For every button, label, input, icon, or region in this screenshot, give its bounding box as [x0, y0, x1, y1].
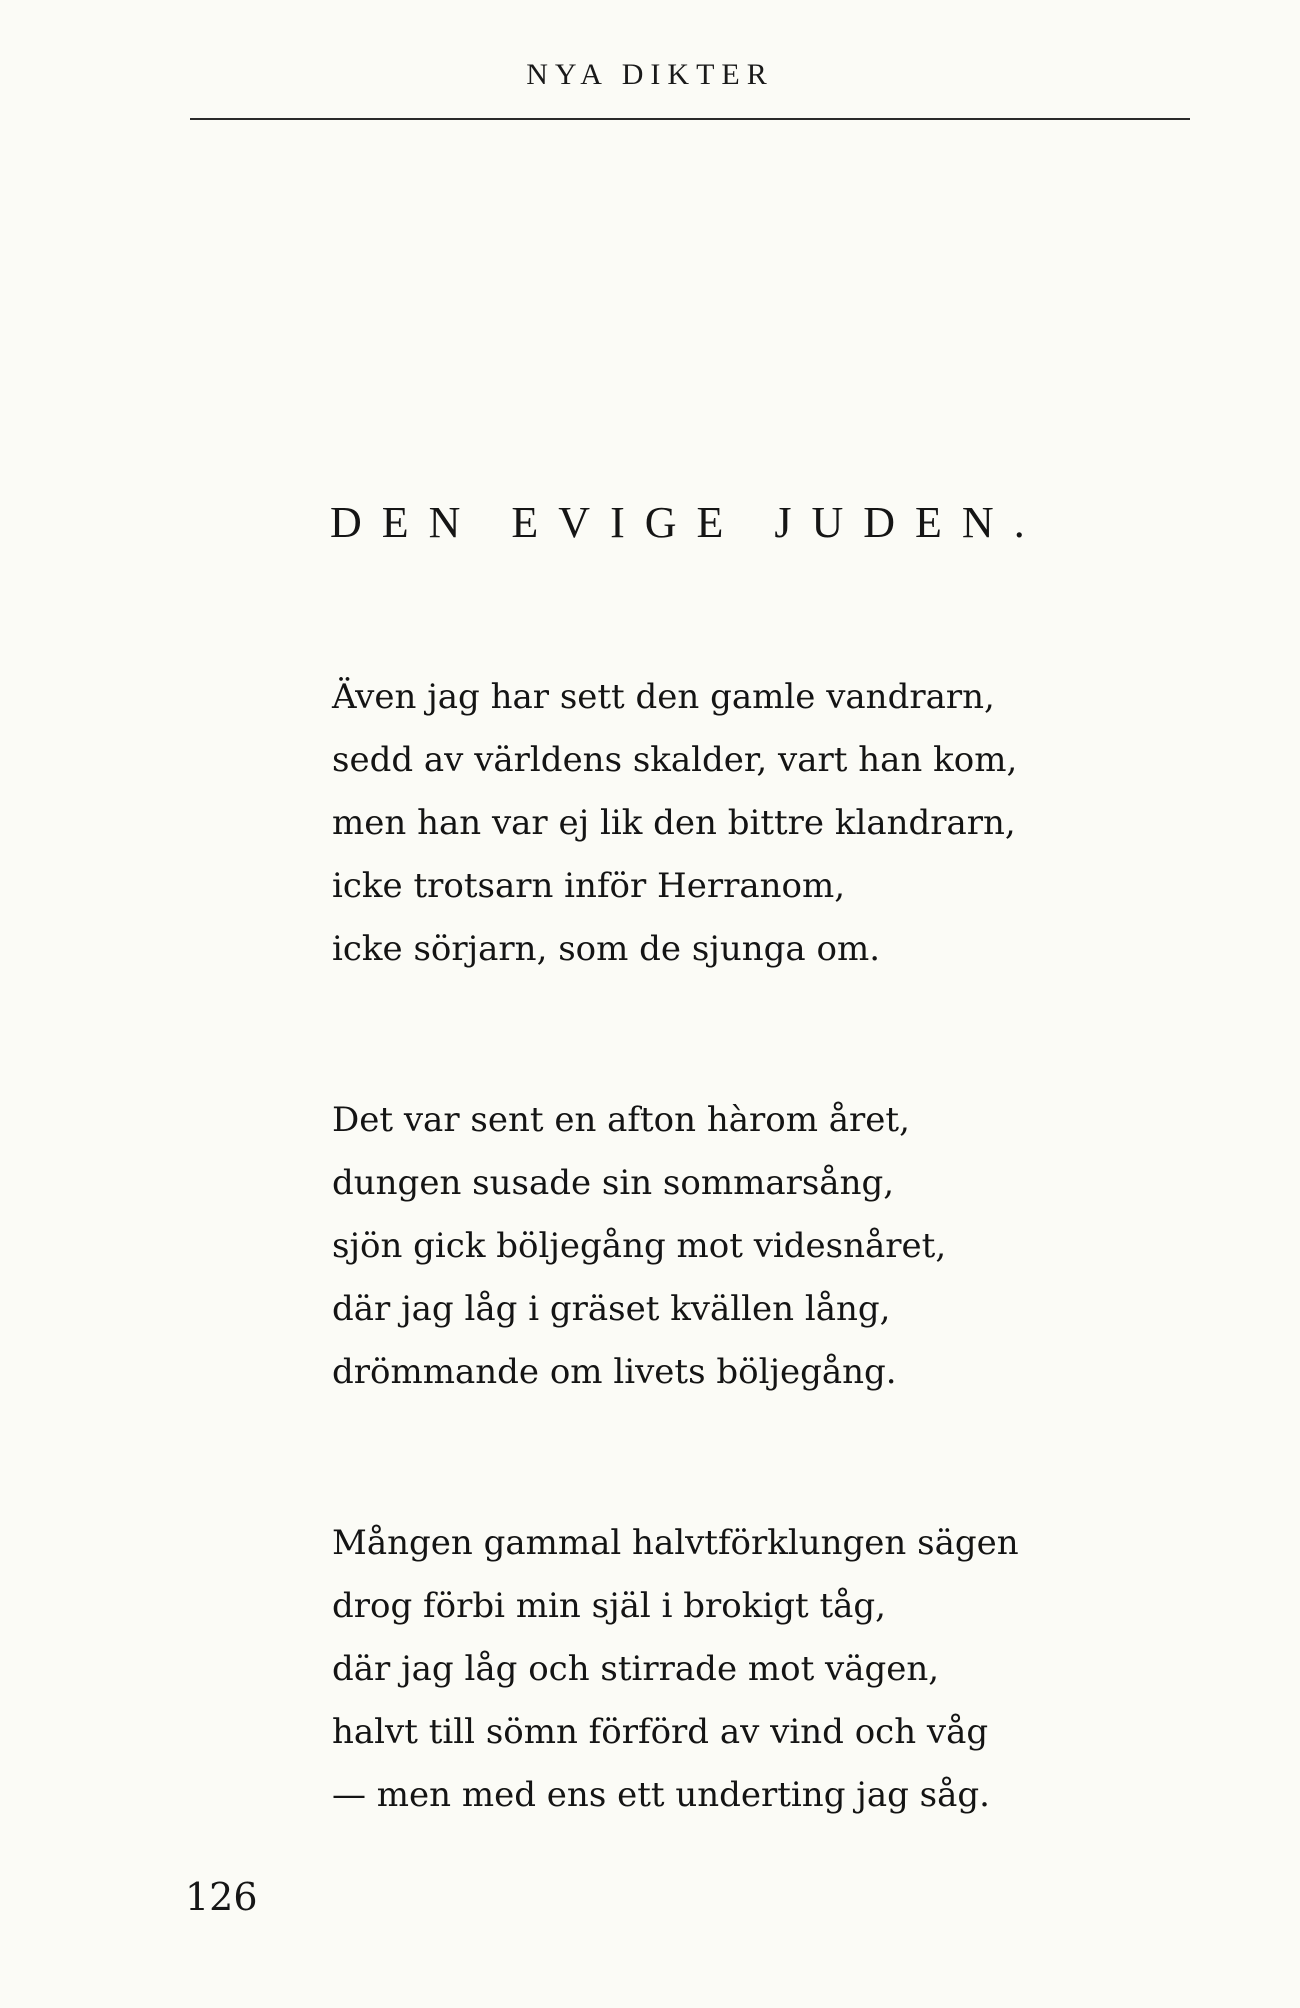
poem-line: Mången gammal halvtförklungen sägen — [332, 1523, 1019, 1563]
poem-line: där jag låg och stirrade mot vägen, — [332, 1649, 940, 1689]
poem-line: — men med ens ett underting jag såg. — [332, 1775, 990, 1815]
page-number: 126 — [185, 1875, 258, 1919]
poem-line: icke sörjarn, som de sjunga om. — [332, 929, 881, 969]
poem-title: DEN EVIGE JUDEN. — [330, 498, 1045, 547]
stanza-1 — [332, 666, 1017, 981]
poem-line: drog förbi min själ i brokigt tåg, — [332, 1586, 886, 1626]
poem-line: icke trotsarn inför Herranom, — [332, 866, 846, 906]
poem-line: halvt till sömn förförd av vind och våg — [332, 1712, 989, 1752]
stanza-3 — [332, 1512, 1019, 1827]
poem-line: sedd av världens skalder, vart han kom, — [332, 740, 1018, 780]
poem-line: drömmande om livets böljegång. — [332, 1352, 897, 1392]
poem-line: där jag låg i gräset kvällen lång, — [332, 1289, 891, 1329]
header-rule — [190, 118, 1190, 120]
poem-line: Även jag har sett den gamle vandrarn, — [332, 677, 995, 717]
poem-line: dungen susade sin sommarsång, — [332, 1163, 895, 1203]
stanza-2 — [332, 1089, 946, 1404]
poem-line: sjön gick böljegång mot videsnåret, — [332, 1226, 947, 1266]
running-header: NYA DIKTER — [526, 58, 774, 91]
poem-line: Det var sent en afton hàrom året, — [332, 1100, 910, 1140]
poem-line: men han var ej lik den bittre klandrarn, — [332, 803, 1016, 843]
